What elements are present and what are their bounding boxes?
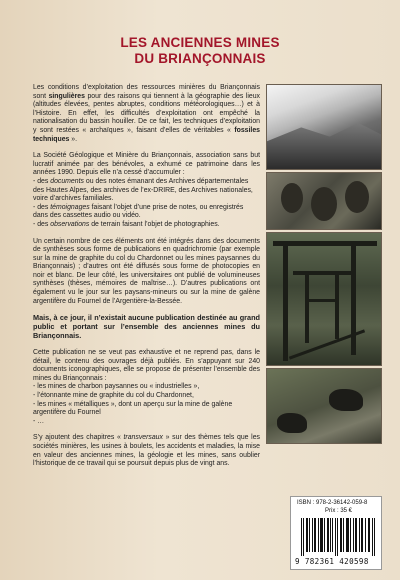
mountain-shape (267, 123, 381, 169)
text-run: - des (33, 220, 51, 228)
paragraph-publications: Un certain nombre de ces éléments ont été intégrés dans des documents de synthèses sous forme de publications en quadrichromie (par exemple sur la mine de graphite du col du Chardonnet ou les mines paysannes du Briançonnais) ; d’autres ont été diffusés sous forme de photocopies en noir et blanc. De leur côté, les universitaires ont publié de volumineuses synthèses (thèses, mémoires de maîtrise…). D’autres publications ont également vu le jour sur les paysans-mineurs ou sur la mine de galène argentifère du Fournel de l’Argentière-la-Bessée. (33, 237, 260, 305)
miner-figure (281, 183, 303, 213)
list-item: - … (33, 417, 45, 425)
timber-beam (283, 245, 288, 361)
italic-run: transversaux (123, 434, 163, 442)
paragraph-contents (33, 349, 260, 426)
timber-beam (305, 273, 309, 343)
list-item: - les mines « métalliques », dont un aperçu sur la mine de galène argentifère du Fournel (33, 400, 233, 417)
text-run: S’y ajoutent des chapitres « (33, 434, 124, 442)
list-item: - l’étonnante mine de graphite du col du Chardonnet, (33, 391, 194, 399)
timber-beam (307, 299, 337, 302)
paragraph-highlight: Mais, à ce jour, il n’existait aucune publication destinée au grand public et portant sur l’ensemble des anciennes mines du Briançonnais. (33, 313, 260, 341)
title-line-2: DU BRIANÇONNAIS (134, 51, 266, 66)
timber-beam (293, 271, 355, 275)
italic-run: observations (50, 220, 90, 228)
photo-mountain-mine (266, 84, 382, 170)
list-item (33, 178, 260, 204)
italic-run: témoignages (50, 203, 90, 211)
isbn-label: ISBN : 978-2-36142-059-8 (297, 500, 368, 506)
ruin-object (329, 389, 363, 411)
list-item: - les mines de charbon paysannes ou « industrielles », (33, 383, 200, 391)
barcode-digits: 9 782361 420598 (295, 557, 369, 566)
photo-mine-gallery (266, 232, 382, 366)
text-run: ». (69, 135, 78, 143)
paragraph-association (33, 152, 260, 229)
text-run: de terrain faisant l’objet de photographies. (89, 220, 220, 228)
text-run: faisant l’objet d’une prise de notes, ou enregistrés dans des cassettes audio ou vidéo. (33, 203, 244, 220)
list-item (33, 221, 260, 230)
bold-run: fossiles techniques (33, 126, 260, 143)
book-title (0, 35, 400, 67)
text-run: Les conditions d’exploitation des ressources minières du Briançonnais sont (33, 84, 260, 100)
italic-run: documents (50, 177, 84, 185)
title-line-1: LES ANCIENNES MINES (120, 35, 280, 50)
text-run: La Société Géologique et Minière du Briançonnais, association sans but lucratif animée par des bénévoles, a exhumé ce patrimoine dans les années 1990. Depuis elle n’a cessé d’accumuler : (33, 152, 260, 177)
photo-mine-remains (266, 368, 382, 444)
photo-miners (266, 172, 382, 230)
isbn-block (290, 496, 382, 570)
text-run: ou des notes émanant des Archives départementales des Hautes Alpes, des archives de l’ex-DRIRE, des Archives nationales, voire d’archives familiales. (33, 177, 253, 203)
text-run: pour des raisons qui tiennent à la géographie des lieux (altitudes élevées, pentes abruptes, conditions météorologiques…) et à l’Histoire. En effet, les difficultés d’exploitation ont empêché la nationalisation du bassin houiller. De ce fait, les techniques d’exploitation y sont restées « archaïques », faisant d’elles de véritables « (33, 92, 260, 134)
miner-figure (311, 187, 337, 221)
timber-beam (273, 241, 377, 246)
paragraph-intro (33, 84, 260, 144)
paragraph-chapters (33, 434, 260, 468)
timber-beam (351, 245, 356, 355)
text-run: » sur des thèmes tels que les sociétés minières, les usines à boulets, les accidents et maladies, la mise en valeur des anciennes mines, la géologie et les mines, sans oublier l’historique de ce travail qui se poursuit depuis plus de vingt ans. (33, 434, 260, 468)
ruin-object (277, 413, 307, 433)
text-run: - des (33, 203, 51, 211)
bold-run: singulières (48, 92, 85, 100)
text-run: Cette publication ne se veut pas exhaustive et ne reprend pas, dans le détail, le contenu des ouvrages déjà publiés. En s’appuyant sur 240 documents iconographiques, elle se propose de présenter l’ensemble des mines du Briançonnais : (33, 348, 260, 382)
text-run: - des (33, 177, 51, 185)
timber-beam (335, 273, 339, 339)
price-label: Prix : 35 € (325, 508, 353, 514)
barcode-image (301, 518, 375, 556)
miner-figure (345, 181, 369, 213)
blurb-text (33, 84, 260, 477)
list-item (33, 204, 260, 221)
